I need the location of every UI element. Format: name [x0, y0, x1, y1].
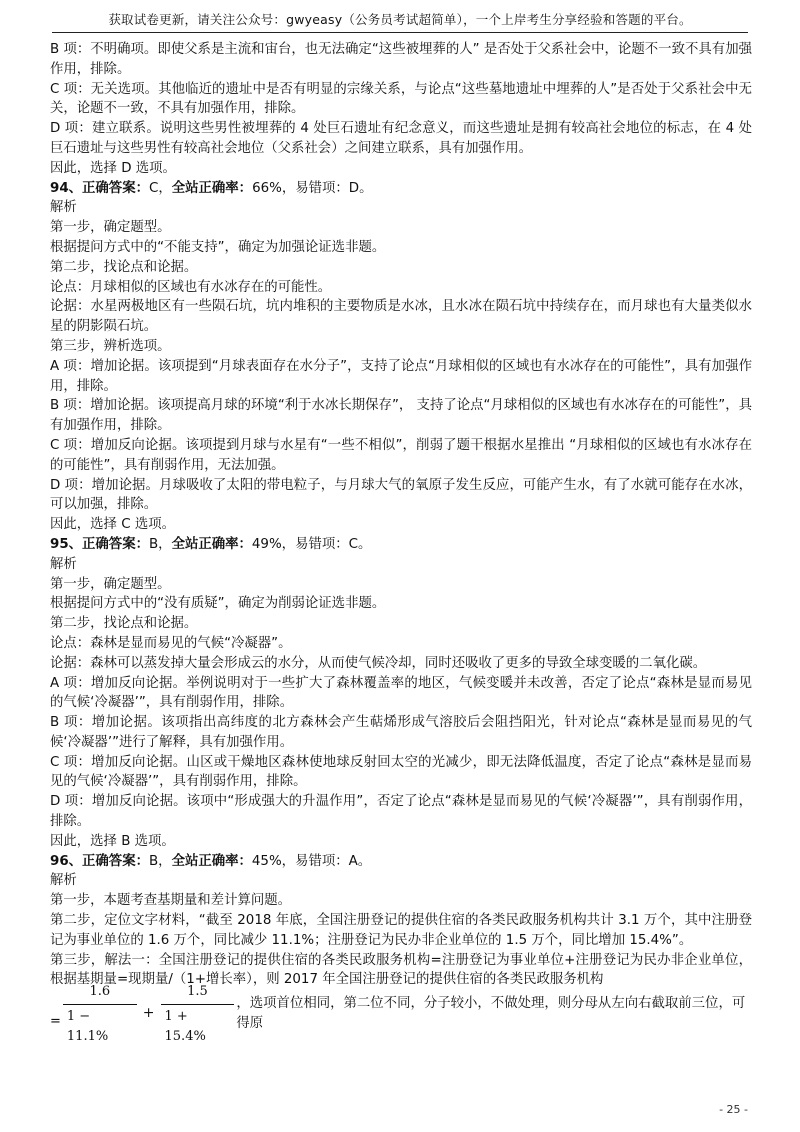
paragraph: 论点：森林是显而易见的气候“冷凝器”。: [50, 635, 292, 651]
paragraph: 因此，选择 C 选项。: [50, 517, 175, 533]
equals-sign: =: [50, 1014, 61, 1030]
fraction-2-denominator: 1 + 15.4%: [161, 1004, 235, 1047]
paragraph: 论点：月球相似的区域也有水冰存在的可能性。: [50, 279, 332, 295]
paragraph: 第二步，找论点和论据。: [50, 616, 198, 632]
answer-heading-v1: C，: [148, 180, 172, 196]
paragraph: D 项：增加论据。月球吸收了太阳的带电粒子，与月球大气的氧原子发生反应，可能产生水，有了水就可能存在水冰，可以加强，排除。: [50, 477, 752, 513]
answer-heading-v1: B，: [148, 536, 172, 552]
paragraph: C 项：无关选项。其他临近的遗址中是否有明显的宗缘关系，与论点“这些墓地遗址中埋葬的人”是否处于父系社会中无关，论题不一致，不具有加强作用，排除。: [50, 81, 752, 117]
answer-heading-k2: 全站正确率：: [171, 853, 252, 869]
answer-heading-v2: 49%，易错项：C。: [251, 536, 372, 552]
paragraph: 因此，选择 D 选项。: [50, 160, 176, 176]
paragraph: C 项：增加反向论据。山区或干燥地区森林使地球反射回太空的光减少，即无法降低温度，否定了论点“森林是显而易见的气候‘冷凝器’”，具有削弱作用，排除。: [50, 754, 752, 790]
answer-heading-v2: 66%，易错项：D。: [252, 180, 373, 196]
paragraph: 第二步，找论点和论据。: [50, 259, 198, 275]
paragraph: B 项：增加论据。该项指出高纬度的北方森林会产生萜烯形成气溶胶后会阻挡阳光，针对论点“森林是显而易见的气候‘冷凝器’”进行了解释，具有加强作用。: [50, 715, 752, 750]
paragraph: 因此，选择 B 选项。: [50, 833, 175, 849]
paragraph: B 项：不明确项。即使父系是主流和宙台，也无法确定“这些被埋葬的人” 是否处于父系社会中，论题不一致不具有加强作用，排除。: [50, 42, 752, 77]
answer-heading: [50, 852, 752, 872]
answer-heading-k1: 正确答案：: [82, 536, 149, 552]
paragraph: 论据：森林可以蒸发掉大量会形成云的水分，从而使气候冷却，同时还吸收了更多的导致全球变暖的二氧化碳。: [50, 655, 707, 671]
paragraph: C 项：增加反向论据。该项提到月球与水星有“一些不相似”，削弱了题干根据水星推出 “月球相似的区域也有水冰存在的可能性”，具有削弱作用，无法加强。: [50, 437, 752, 473]
paragraph: 第一步，本题考查基期量和差计算问题。: [50, 893, 292, 909]
answer-heading-k2: 全站正确率：: [171, 536, 252, 552]
paragraph: B 项：增加论据。该项提高月球的环境“利于水冰长期保存”， 支持了论点“月球相似的区域也有水冰存在的可能性”，具有加强作用，排除。: [50, 398, 752, 434]
fraction-2-numerator: 1.5: [187, 984, 208, 1000]
fraction-1-denominator: 1 − 11.1%: [63, 1004, 137, 1047]
paragraph: 第一步，确定题型。: [50, 220, 171, 236]
paragraph: 根据提问方式中的“没有质疑”，确定为削弱论证选非题。: [50, 596, 386, 612]
paragraph: A 项：增加论据。该项提到“月球表面存在水分子”，支持了论点“月球相似的区域也有水冰存在的可能性”，具有加强作用，排除。: [50, 358, 752, 394]
answer-heading-v2: 45%，易错项：A。: [251, 853, 372, 869]
plus-sign: +: [142, 1005, 155, 1022]
answer-heading-k1: 正确答案：: [82, 853, 149, 869]
paragraph: 第三步，辨析选项。: [50, 338, 171, 354]
header-divider: [52, 32, 748, 33]
answer-heading-num: 95、: [50, 536, 83, 552]
page-header: 获取试卷更新，请关注公众号：gwyeasy（公务员考试超简单），一个上岸考生分享经验和答题的平台。: [108, 12, 692, 27]
paragraph: D 项：增加反向论据。该项中“形成强大的升温作用”，否定了论点“森林是显而易见的气候‘冷凝器’”，具有削弱作用，排除。: [50, 794, 752, 830]
paragraph: A 项：增加反向论据。举例说明对于一些扩大了森林覆盖率的地区，气候变暖并未改善，否定了论点“森林是显而易见的气候‘冷凝器’”，具有削弱作用，排除。: [50, 675, 752, 711]
paragraph: 第一步，确定题型。: [50, 576, 171, 592]
paragraph: 第三步，解法一：全国注册登记的提供住宿的各类民政服务机构=注册登记为事业单位+注册登记为民办非企业单位，根据基期量=现期量/（1+增长率），则 2017 年全国注册登记的提供住宿的各类民政服务机构: [50, 952, 752, 988]
paragraph: 解析: [50, 556, 77, 572]
paragraph: 解析: [50, 873, 77, 889]
formula-continuation: ，选项首位相同，第二位不同，分子较小，不做处理，则分母从左向右截取前三位，可得原: [236, 996, 746, 1032]
paragraph: D 项：建立联系。说明这些男性被埋葬的 4 处巨石遗址有纪念意义，而这些遗址是拥有较高社会地位的标志，在 4 处巨石遗址与这些男性有较高社会地位（父系社会）之间建立联系，具有加强作用。: [50, 121, 752, 156]
fraction-1-numerator: 1.6: [89, 984, 111, 1000]
answer-heading-num: 94、: [50, 180, 83, 196]
answer-heading: [50, 535, 752, 555]
document-body: [50, 40, 752, 1044]
paragraph: 根据提问方式中的“不能支持”，确定为加强论证选非题。: [50, 239, 386, 255]
answer-heading-num: 96、: [50, 853, 83, 869]
paragraph: 第二步，定位文字材料，“截至 2018 年底，全国注册登记的提供住宿的各类民政服务机构共计 3.1 万个，其中注册登记为事业单位的 1.6 万个，同比减少 11.1%；注册登记为民办非企业单位的 1.5 万个，同比增加 15.4%”。: [50, 913, 752, 948]
answer-heading-v1: B，: [148, 853, 172, 869]
answer-heading-k2: 全站正确率：: [171, 180, 253, 196]
page-number: - 25 -: [719, 1103, 748, 1116]
fraction-1: [63, 982, 137, 1046]
fraction-2: [161, 982, 235, 1046]
formula-line: [50, 984, 752, 1044]
answer-heading: [50, 179, 752, 199]
paragraph: 解析: [50, 200, 77, 216]
answer-heading-k1: 正确答案：: [82, 180, 149, 196]
paragraph: 论据：水星两极地区有一些陨石坑，坑内堆积的主要物质是水冰，且水冰在陨石坑中持续存在，而月球也有大量类似水星的阴影陨石坑。: [50, 299, 752, 335]
